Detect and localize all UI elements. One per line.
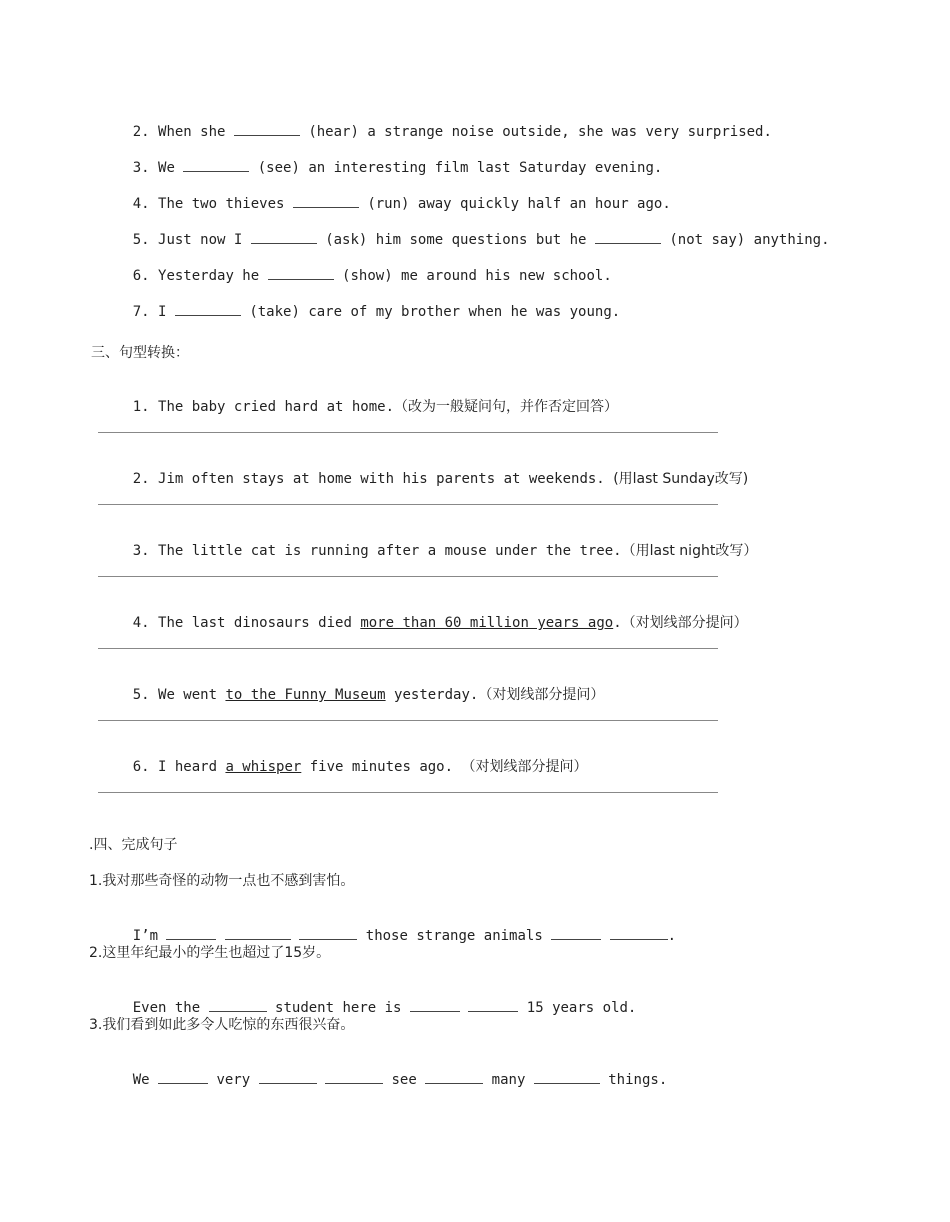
answer-blank[interactable]: [225, 926, 291, 940]
item-text: yesterday.: [385, 687, 479, 703]
item-number: 6.: [132, 268, 150, 284]
item-text: .: [667, 928, 677, 944]
answer-line[interactable]: [98, 648, 718, 649]
item-text: (not say) anything.: [669, 232, 830, 248]
item-text: student here is: [275, 1000, 402, 1016]
answer-blank[interactable]: [325, 1070, 383, 1084]
answer-blank[interactable]: [209, 998, 267, 1012]
underlined-phrase: to the Funny Museum: [225, 687, 386, 703]
item-number: 2.: [132, 124, 150, 140]
item-text: those strange animals: [365, 928, 543, 944]
chinese-prompt: 1.我对那些奇怪的动物一点也不感到害怕。: [89, 873, 355, 889]
exercise-item: [99, 1052, 667, 1107]
item-text: We went: [158, 687, 226, 703]
item-text: 15 years old.: [526, 1000, 637, 1016]
answer-line[interactable]: [98, 792, 718, 793]
item-text: We: [132, 1072, 150, 1088]
item-number: 1.: [132, 399, 150, 415]
item-number: 7.: [132, 304, 150, 320]
item-number: 5.: [132, 232, 150, 248]
answer-blank[interactable]: [551, 926, 601, 940]
item-text: I’m: [132, 928, 159, 944]
answer-blank[interactable]: [410, 998, 460, 1012]
exercise-item: [99, 524, 757, 578]
answer-blank[interactable]: [299, 926, 357, 940]
instruction-note: （用last night改写）: [621, 543, 758, 559]
item-text: Jim often stays at home with his parents at weekends.: [158, 471, 605, 487]
chinese-prompt: 3.我们看到如此多令人吃惊的东西很兴奋。: [89, 1017, 355, 1033]
item-number: 5.: [132, 687, 150, 703]
item-text: Even the: [132, 1000, 201, 1016]
exercise-item: [99, 668, 604, 722]
item-text: When she: [158, 124, 226, 140]
answer-blank[interactable]: [595, 230, 661, 244]
answer-blank[interactable]: [158, 1070, 208, 1084]
item-text: (see) an interesting film last Saturday evening.: [257, 160, 663, 176]
item-text: five minutes ago.: [301, 759, 454, 775]
answer-blank[interactable]: [425, 1070, 483, 1084]
answer-blank[interactable]: [534, 1070, 600, 1084]
exercise-item: [99, 740, 587, 794]
instruction-note: （对划线部分提问）: [621, 615, 748, 631]
section-heading: 三、句型转换：: [91, 345, 189, 361]
exercise-item: [99, 380, 618, 434]
answer-blank[interactable]: [293, 194, 359, 208]
instruction-note: （改为一般疑问句，并作否定回答）: [394, 399, 619, 415]
answer-blank[interactable]: [175, 302, 241, 316]
instruction-note: (用last Sunday改写): [613, 471, 749, 487]
answer-blank[interactable]: [183, 158, 249, 172]
item-number: 3.: [132, 543, 150, 559]
answer-blank[interactable]: [610, 926, 668, 940]
answer-line[interactable]: [98, 720, 718, 721]
item-number: 2.: [132, 471, 150, 487]
item-text: very: [216, 1072, 251, 1088]
item-text: We: [158, 160, 175, 176]
item-number: 4.: [132, 196, 150, 212]
item-text: (ask) him some questions but he: [325, 232, 587, 248]
answer-blank[interactable]: [259, 1070, 317, 1084]
item-text: (show) me around his new school.: [342, 268, 612, 284]
item-text: (hear) a strange noise outside, she was very surprised.: [308, 124, 772, 140]
item-text: things.: [608, 1072, 668, 1088]
underlined-phrase: a whisper: [225, 759, 302, 775]
answer-blank[interactable]: [468, 998, 518, 1012]
item-number: 6.: [132, 759, 150, 775]
answer-blank[interactable]: [251, 230, 317, 244]
item-number: 3.: [132, 160, 150, 176]
exercise-item: [99, 596, 748, 650]
answer-blank[interactable]: [268, 266, 334, 280]
section-heading: .四、完成句子: [89, 837, 178, 853]
answer-blank[interactable]: [166, 926, 216, 940]
exercise-item: [99, 284, 620, 339]
item-text: (run) away quickly half an hour ago.: [367, 196, 671, 212]
instruction-note: （对划线部分提问）: [461, 759, 588, 775]
answer-line[interactable]: [98, 504, 718, 505]
instruction-note: （对划线部分提问）: [478, 687, 605, 703]
item-text: Just now I: [158, 232, 243, 248]
item-text: I heard: [158, 759, 226, 775]
answer-line[interactable]: [98, 432, 718, 433]
item-text: (take) care of my brother when he was young.: [249, 304, 621, 320]
item-text: The two thieves: [158, 196, 285, 212]
item-text: many: [491, 1072, 526, 1088]
chinese-prompt: 2.这里年纪最小的学生也超过了15岁。: [89, 945, 331, 961]
item-text: I: [158, 304, 167, 320]
item-text: see: [391, 1072, 417, 1088]
answer-line[interactable]: [98, 576, 718, 577]
item-text: The last dinosaurs died: [158, 615, 361, 631]
item-text: .: [613, 615, 622, 631]
item-text: Yesterday he: [158, 268, 260, 284]
item-text: The baby cried hard at home.: [158, 399, 395, 415]
underlined-phrase: more than 60 million years ago: [360, 615, 614, 631]
item-number: 4.: [132, 615, 150, 631]
exercise-item: [99, 452, 748, 506]
answer-blank[interactable]: [234, 122, 300, 136]
item-text: The little cat is running after a mouse under the tree.: [158, 543, 622, 559]
